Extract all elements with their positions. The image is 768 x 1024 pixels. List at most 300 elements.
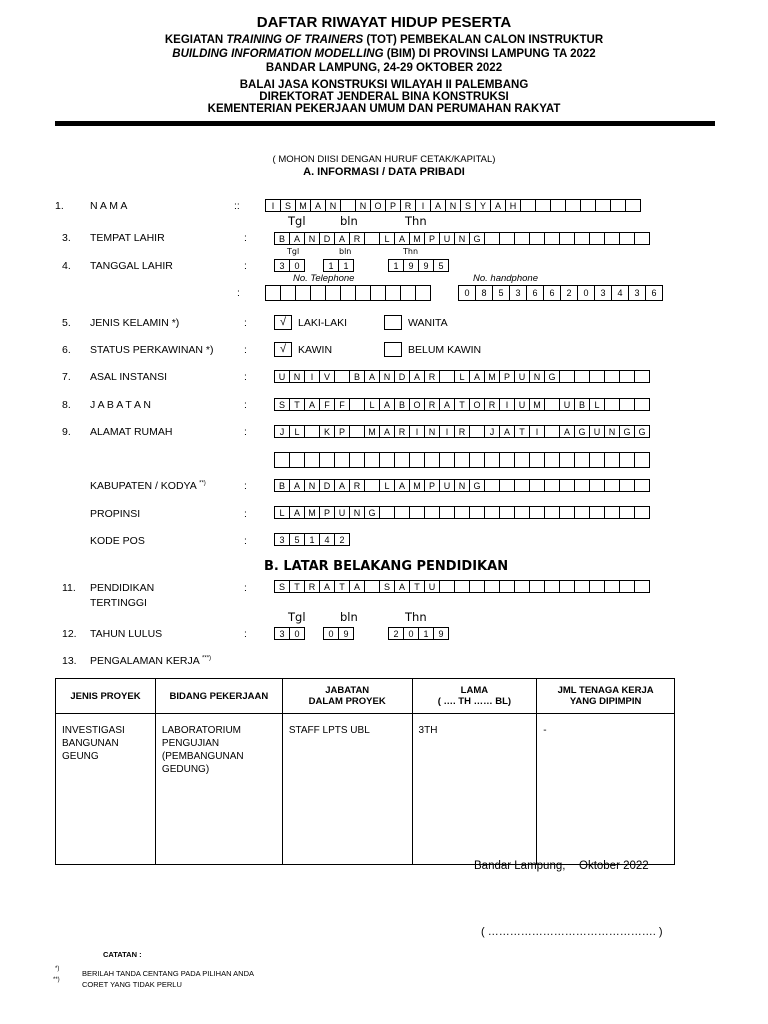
letter-box[interactable] — [304, 452, 320, 468]
letter-box[interactable]: A — [409, 370, 425, 383]
letter-box[interactable] — [514, 452, 530, 468]
letter-box[interactable] — [604, 398, 620, 411]
letter-box[interactable]: N — [445, 199, 461, 212]
letter-box[interactable] — [574, 506, 590, 519]
wanita-label: WANITA — [408, 317, 448, 329]
letter-box[interactable] — [364, 232, 380, 245]
letter-box[interactable] — [319, 452, 335, 468]
lahir-year-boxes[interactable] — [388, 259, 448, 272]
letter-box[interactable]: A — [304, 398, 320, 411]
letter-box[interactable] — [499, 232, 515, 245]
letter-box[interactable]: A — [319, 580, 335, 593]
letter-box[interactable]: R — [349, 232, 365, 245]
letter-box[interactable] — [634, 232, 650, 245]
letter-box[interactable] — [499, 506, 515, 519]
letter-box[interactable] — [559, 370, 575, 383]
nama-boxes[interactable] — [265, 199, 640, 212]
letter-box[interactable]: 4 — [319, 533, 335, 546]
letter-box[interactable] — [529, 506, 545, 519]
letter-box[interactable]: 3 — [594, 285, 612, 301]
letter-box[interactable]: F — [319, 398, 335, 411]
lulus-year-boxes[interactable] — [388, 627, 448, 640]
letter-box[interactable] — [514, 232, 530, 245]
letter-box[interactable] — [454, 580, 470, 593]
letter-box[interactable] — [499, 580, 515, 593]
letter-box[interactable]: L — [364, 398, 380, 411]
letter-box[interactable]: R — [454, 425, 470, 438]
letter-box[interactable] — [469, 452, 485, 468]
letter-box[interactable]: A — [364, 370, 380, 383]
letter-box[interactable]: A — [310, 199, 326, 212]
letter-box[interactable] — [364, 479, 380, 492]
letter-box[interactable]: R — [424, 370, 440, 383]
letter-box[interactable]: B — [274, 232, 290, 245]
letter-box[interactable] — [379, 452, 395, 468]
letter-box[interactable]: N — [304, 232, 320, 245]
letter-box[interactable]: 1 — [338, 259, 354, 272]
letter-box[interactable] — [634, 398, 650, 411]
letter-box[interactable] — [619, 370, 635, 383]
letter-box[interactable]: A — [289, 506, 305, 519]
letter-box[interactable]: A — [499, 425, 515, 438]
telephone-boxes[interactable] — [265, 285, 430, 301]
kabupaten-boxes[interactable] — [274, 479, 649, 492]
letter-box[interactable]: L — [589, 398, 605, 411]
letter-box[interactable] — [574, 580, 590, 593]
letter-box[interactable]: 0 — [289, 627, 305, 640]
letter-box[interactable]: T — [514, 425, 530, 438]
letter-box[interactable]: L — [454, 370, 470, 383]
letter-box[interactable]: A — [430, 199, 446, 212]
letter-box[interactable]: S — [274, 398, 290, 411]
letter-box[interactable] — [394, 452, 410, 468]
letter-box[interactable]: S — [274, 580, 290, 593]
letter-box[interactable] — [439, 452, 455, 468]
letter-box[interactable]: 2 — [388, 627, 404, 640]
letter-box[interactable]: N — [349, 506, 365, 519]
letter-box[interactable] — [625, 199, 641, 212]
cell-lama[interactable]: 3TH — [412, 714, 537, 865]
letter-box[interactable] — [385, 285, 401, 301]
letter-box[interactable] — [619, 452, 635, 468]
letter-box[interactable] — [349, 425, 365, 438]
letter-box[interactable] — [499, 479, 515, 492]
letter-box[interactable]: U — [559, 398, 575, 411]
lahir-day-boxes[interactable] — [274, 259, 304, 272]
letter-box[interactable] — [400, 285, 416, 301]
letter-box[interactable] — [535, 199, 551, 212]
letter-box[interactable] — [529, 232, 545, 245]
letter-box[interactable]: V — [319, 370, 335, 383]
letter-box[interactable]: M — [484, 370, 500, 383]
letter-box[interactable] — [364, 580, 380, 593]
letter-box[interactable] — [604, 506, 620, 519]
letter-box[interactable] — [619, 580, 635, 593]
letter-box[interactable]: U — [514, 398, 530, 411]
letter-box[interactable] — [439, 580, 455, 593]
letter-box[interactable]: D — [319, 479, 335, 492]
letter-box[interactable] — [409, 506, 425, 519]
letter-box[interactable]: 9 — [433, 627, 449, 640]
letter-box[interactable] — [529, 479, 545, 492]
letter-box[interactable]: I — [529, 425, 545, 438]
letter-box[interactable] — [634, 452, 650, 468]
letter-box[interactable]: S — [460, 199, 476, 212]
letter-box[interactable]: N — [424, 425, 440, 438]
letter-box[interactable]: 3 — [274, 533, 290, 546]
letter-box[interactable]: A — [439, 398, 455, 411]
letter-box[interactable]: N — [325, 199, 341, 212]
letter-box[interactable]: A — [559, 425, 575, 438]
wanita-checkbox[interactable] — [384, 315, 402, 330]
letter-box[interactable]: 1 — [304, 533, 320, 546]
letter-box[interactable]: O — [370, 199, 386, 212]
letter-box[interactable]: A — [349, 580, 365, 593]
letter-box[interactable]: I — [409, 425, 425, 438]
letter-box[interactable] — [469, 580, 485, 593]
letter-box[interactable] — [355, 285, 371, 301]
letter-box[interactable] — [265, 285, 281, 301]
letter-box[interactable]: 3 — [628, 285, 646, 301]
letter-box[interactable] — [484, 452, 500, 468]
letter-box[interactable]: I — [304, 370, 320, 383]
letter-box[interactable]: U — [589, 425, 605, 438]
letter-box[interactable] — [310, 285, 326, 301]
letter-box[interactable] — [349, 398, 365, 411]
letter-box[interactable] — [514, 506, 530, 519]
letter-box[interactable] — [589, 232, 605, 245]
pendidikan-label-2: TERTINGGI — [90, 597, 147, 609]
letter-box[interactable]: 6 — [526, 285, 544, 301]
letter-box[interactable] — [544, 479, 560, 492]
letter-box[interactable]: 3 — [274, 259, 290, 272]
letter-box[interactable]: I — [265, 199, 281, 212]
letter-box[interactable] — [415, 285, 431, 301]
letter-box[interactable] — [565, 199, 581, 212]
letter-box[interactable] — [484, 506, 500, 519]
letter-box[interactable] — [439, 370, 455, 383]
letter-box[interactable]: L — [289, 425, 305, 438]
letter-box[interactable] — [619, 398, 635, 411]
letter-box[interactable]: U — [439, 479, 455, 492]
letter-box[interactable] — [379, 506, 395, 519]
letter-box[interactable]: J — [484, 425, 500, 438]
letter-box[interactable] — [325, 285, 341, 301]
letter-box[interactable] — [550, 199, 566, 212]
letter-box[interactable]: A — [394, 232, 410, 245]
letter-box[interactable]: U — [514, 370, 530, 383]
letter-box[interactable] — [409, 452, 425, 468]
letter-box[interactable]: D — [319, 232, 335, 245]
letter-box[interactable] — [544, 580, 560, 593]
letter-box[interactable] — [469, 425, 485, 438]
letter-box[interactable] — [295, 285, 311, 301]
lulus-month-boxes[interactable] — [323, 627, 353, 640]
letter-box[interactable] — [589, 452, 605, 468]
letter-box[interactable] — [589, 370, 605, 383]
letter-box[interactable] — [559, 479, 575, 492]
letter-box[interactable]: N — [379, 370, 395, 383]
letter-box[interactable]: 0 — [289, 259, 305, 272]
letter-box[interactable]: G — [544, 370, 560, 383]
letter-box[interactable] — [580, 199, 596, 212]
letter-box[interactable] — [334, 370, 350, 383]
letter-box[interactable]: B — [574, 398, 590, 411]
letter-box[interactable] — [574, 370, 590, 383]
letter-box[interactable] — [604, 452, 620, 468]
letter-box[interactable]: 3 — [509, 285, 527, 301]
letter-box[interactable] — [520, 199, 536, 212]
letter-box[interactable] — [484, 232, 500, 245]
letter-box[interactable]: T — [289, 398, 305, 411]
letter-box[interactable]: A — [490, 199, 506, 212]
letter-box[interactable] — [544, 232, 560, 245]
letter-box[interactable]: 5 — [433, 259, 449, 272]
letter-box[interactable]: 8 — [475, 285, 493, 301]
letter-box[interactable]: 9 — [403, 259, 419, 272]
letter-box[interactable] — [340, 285, 356, 301]
letter-box[interactable] — [604, 580, 620, 593]
letter-box[interactable]: K — [319, 425, 335, 438]
letter-box[interactable]: I — [415, 199, 431, 212]
letter-box[interactable]: G — [364, 506, 380, 519]
letter-box[interactable]: M — [364, 425, 380, 438]
asal-instansi-boxes[interactable] — [274, 370, 649, 383]
letter-box[interactable]: R — [394, 425, 410, 438]
letter-box[interactable]: P — [385, 199, 401, 212]
letter-box[interactable] — [529, 452, 545, 468]
belum-kawin-checkbox[interactable] — [384, 342, 402, 357]
letter-box[interactable] — [589, 479, 605, 492]
letter-box[interactable] — [559, 452, 575, 468]
letter-box[interactable] — [289, 452, 305, 468]
instruction: ( MOHON DIISI DENGAN HURUF CETAK/KAPITAL) — [272, 154, 496, 165]
letter-box[interactable] — [484, 580, 500, 593]
letter-box[interactable] — [439, 506, 455, 519]
letter-box[interactable]: P — [424, 232, 440, 245]
letter-box[interactable] — [604, 370, 620, 383]
lulus-day-boxes[interactable] — [274, 627, 304, 640]
letter-box[interactable]: U — [424, 580, 440, 593]
letter-box[interactable]: N — [454, 479, 470, 492]
letter-box[interactable]: B — [349, 370, 365, 383]
cell-bidang-pekerjaan[interactable]: LABORATORIUM PENGUJIAN (PEMBANGUNAN GEDUNG) — [155, 714, 282, 865]
letter-box[interactable]: A — [379, 425, 395, 438]
letter-box[interactable] — [589, 580, 605, 593]
letter-box[interactable]: L — [379, 232, 395, 245]
letter-box[interactable]: N — [289, 370, 305, 383]
letter-box[interactable]: A — [469, 370, 485, 383]
letter-box[interactable] — [544, 452, 560, 468]
letter-box[interactable] — [364, 452, 380, 468]
letter-box[interactable] — [454, 452, 470, 468]
laki-laki-checkbox[interactable]: √ — [274, 315, 292, 330]
letter-box[interactable] — [514, 580, 530, 593]
letter-box[interactable]: 5 — [289, 533, 305, 546]
tempat-lahir-boxes[interactable] — [274, 232, 649, 245]
letter-box[interactable]: G — [469, 232, 485, 245]
letter-box[interactable] — [544, 425, 560, 438]
letter-box[interactable]: U — [439, 232, 455, 245]
propinsi-boxes[interactable] — [274, 506, 649, 519]
letter-box[interactable] — [499, 452, 515, 468]
letter-box[interactable]: T — [334, 580, 350, 593]
letter-box[interactable]: G — [469, 479, 485, 492]
letter-box[interactable] — [634, 506, 650, 519]
letter-box[interactable] — [544, 506, 560, 519]
letter-box[interactable]: L — [274, 506, 290, 519]
cell-jml-tenaga-kerja[interactable]: - — [537, 714, 675, 865]
letter-box[interactable]: M — [409, 232, 425, 245]
letter-box[interactable] — [274, 452, 290, 468]
letter-box[interactable]: R — [484, 398, 500, 411]
letter-box[interactable]: B — [394, 398, 410, 411]
letter-box[interactable] — [544, 398, 560, 411]
letter-box[interactable]: R — [304, 580, 320, 593]
kode-pos-boxes[interactable] — [274, 533, 349, 546]
letter-box[interactable]: N — [454, 232, 470, 245]
letter-box[interactable]: M — [304, 506, 320, 519]
letter-box[interactable]: R — [400, 199, 416, 212]
letter-box[interactable] — [634, 580, 650, 593]
letter-box[interactable]: P — [499, 370, 515, 383]
letter-box[interactable]: M — [409, 479, 425, 492]
letter-box[interactable] — [469, 506, 485, 519]
letter-box[interactable]: J — [274, 425, 290, 438]
letter-box[interactable]: T — [454, 398, 470, 411]
letter-box[interactable]: Y — [475, 199, 491, 212]
lahir-month-boxes[interactable] — [323, 259, 353, 272]
letter-box[interactable]: A — [334, 232, 350, 245]
letter-box[interactable]: 0 — [403, 627, 419, 640]
letter-box[interactable]: O — [469, 398, 485, 411]
letter-box[interactable]: 0 — [323, 627, 339, 640]
letter-box[interactable]: 2 — [560, 285, 578, 301]
letter-box[interactable]: N — [529, 370, 545, 383]
letter-box[interactable]: L — [379, 479, 395, 492]
letter-box[interactable] — [370, 285, 386, 301]
letter-box[interactable] — [529, 580, 545, 593]
kawin-checkbox[interactable]: √ — [274, 342, 292, 357]
letter-box[interactable] — [559, 580, 575, 593]
letter-box[interactable] — [349, 452, 365, 468]
letter-box[interactable] — [340, 199, 356, 212]
letter-box[interactable] — [634, 479, 650, 492]
letter-box[interactable]: P — [319, 506, 335, 519]
letter-box[interactable] — [634, 370, 650, 383]
letter-box[interactable]: A — [379, 398, 395, 411]
letter-box[interactable]: 1 — [418, 627, 434, 640]
pendidikan-boxes[interactable] — [274, 580, 649, 593]
letter-box[interactable]: I — [499, 398, 515, 411]
letter-box[interactable]: A — [334, 479, 350, 492]
letter-box[interactable] — [424, 452, 440, 468]
letter-box[interactable]: 9 — [418, 259, 434, 272]
letter-box[interactable]: U — [334, 506, 350, 519]
letter-box[interactable] — [619, 232, 635, 245]
letter-box[interactable] — [484, 479, 500, 492]
letter-box[interactable] — [604, 232, 620, 245]
letter-box[interactable] — [619, 479, 635, 492]
letter-box[interactable]: A — [289, 232, 305, 245]
letter-box[interactable]: G — [574, 425, 590, 438]
alamat-line2-boxes[interactable] — [274, 452, 649, 468]
letter-box[interactable]: 1 — [388, 259, 404, 272]
letter-box[interactable]: 1 — [323, 259, 339, 272]
letter-box[interactable]: M — [295, 199, 311, 212]
cell-jenis-proyek[interactable]: INVESTIGASI BANGUNAN GEUNG — [56, 714, 156, 865]
letter-box[interactable]: 4 — [611, 285, 629, 301]
letter-box[interactable]: S — [379, 580, 395, 593]
jabatan-boxes[interactable] — [274, 398, 649, 411]
letter-box[interactable] — [454, 506, 470, 519]
letter-box[interactable]: 5 — [492, 285, 510, 301]
alamat-boxes[interactable] — [274, 425, 649, 438]
letter-box[interactable]: U — [274, 370, 290, 383]
letter-box[interactable]: A — [394, 479, 410, 492]
letter-box[interactable]: N — [604, 425, 620, 438]
letter-box[interactable]: H — [505, 199, 521, 212]
letter-box[interactable]: 0 — [458, 285, 476, 301]
letter-box[interactable]: G — [619, 425, 635, 438]
letter-box[interactable]: M — [529, 398, 545, 411]
cell-jabatan-proyek[interactable]: STAFF LPTS UBL — [282, 714, 412, 865]
letter-box[interactable]: 3 — [274, 627, 290, 640]
letter-box[interactable] — [280, 285, 296, 301]
letter-box[interactable] — [394, 506, 410, 519]
letter-box[interactable] — [304, 425, 320, 438]
letter-box[interactable] — [559, 506, 575, 519]
letter-box[interactable] — [589, 506, 605, 519]
letter-box[interactable] — [604, 479, 620, 492]
letter-box[interactable] — [619, 506, 635, 519]
handphone-boxes[interactable] — [458, 285, 662, 301]
letter-box[interactable]: 9 — [338, 627, 354, 640]
letter-box[interactable]: A — [289, 479, 305, 492]
letter-box[interactable]: I — [439, 425, 455, 438]
letter-box[interactable]: G — [634, 425, 650, 438]
letter-box[interactable]: 6 — [645, 285, 663, 301]
letter-box[interactable]: 2 — [334, 533, 350, 546]
letter-box[interactable] — [514, 479, 530, 492]
letter-box[interactable]: N — [304, 479, 320, 492]
letter-box[interactable] — [610, 199, 626, 212]
letter-box[interactable] — [574, 479, 590, 492]
letter-box[interactable] — [334, 452, 350, 468]
letter-box[interactable] — [595, 199, 611, 212]
letter-box[interactable]: 6 — [543, 285, 561, 301]
letter-box[interactable]: D — [394, 370, 410, 383]
letter-box[interactable]: A — [394, 580, 410, 593]
letter-box[interactable]: P — [334, 425, 350, 438]
letter-box[interactable]: T — [289, 580, 305, 593]
letter-box[interactable]: 0 — [577, 285, 595, 301]
letter-box[interactable]: R — [349, 479, 365, 492]
letter-box[interactable]: F — [334, 398, 350, 411]
letter-box[interactable] — [574, 232, 590, 245]
pendidikan-number: 11. — [62, 582, 76, 594]
letter-box[interactable]: S — [280, 199, 296, 212]
letter-box[interactable]: R — [424, 398, 440, 411]
letter-box[interactable] — [424, 506, 440, 519]
letter-box[interactable]: O — [409, 398, 425, 411]
letter-box[interactable] — [574, 452, 590, 468]
letter-box[interactable]: N — [355, 199, 371, 212]
letter-box[interactable]: P — [424, 479, 440, 492]
letter-box[interactable] — [559, 232, 575, 245]
letter-box[interactable]: T — [409, 580, 425, 593]
letter-box[interactable]: B — [274, 479, 290, 492]
